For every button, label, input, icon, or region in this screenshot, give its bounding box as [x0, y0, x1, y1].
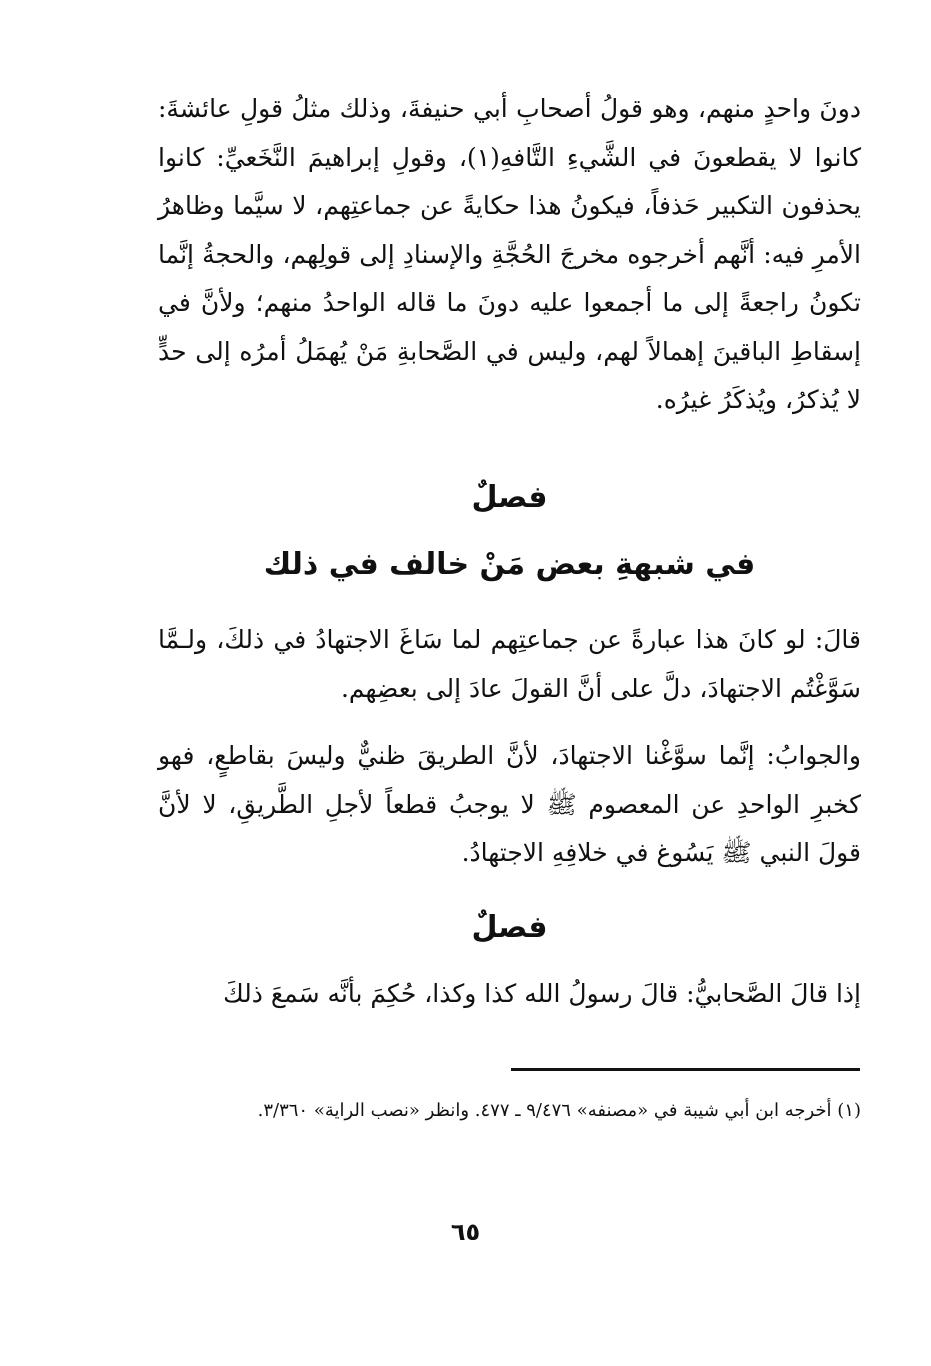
footnote: (١) أخرجه ابن أبي شيبة في «مصنفه» ٩/٤٧٦ ـ ٤٧٧. وانظر «نصب الراية» ٣/٣٦٠. [257, 1100, 861, 1121]
paragraph-text: والجوابُ: إنَّما سوَّغْنا الاجتهادَ، لأنَّ الطريقَ ظنيٌّ وليسَ بقاطعٍ، فهو كخبرِ الواحدِ عن المعصوم ﷺ لا يوجبُ قطعاً لأجلِ الطَّريقِ، لا لأنَّ قولَ النبي ﷺ يَسُوغ في خلافِهِ الاجتهادُ. [158, 741, 861, 867]
body-paragraph-1 [158, 85, 861, 425]
body-paragraph-4 [158, 970, 861, 1019]
paragraph-text: إذا قالَ الصَّحابيُّ: قالَ رسولُ الله كذا وكذا، حُكِمَ بأنَّه سَمعَ ذلكَ [223, 979, 861, 1008]
page-number: ٦٥ [450, 1218, 481, 1246]
body-paragraph-3 [158, 732, 861, 878]
section-subheading: في شبهةِ بعض مَنْ خالف في ذلك [263, 547, 756, 582]
section-heading-fasl-1: فصلٌ [471, 480, 548, 515]
section-heading-fasl-2: فصلٌ [471, 910, 548, 945]
body-paragraph-2 [158, 616, 861, 713]
paragraph-text: دونَ واحدٍ منهم، وهو قولُ أصحابِ أبي حنيفةَ، وذلك مثلُ قولِ عائشةَ: كانوا لا يقطعونَ في الشَّيءِ التَّافهِ(١)، وقولِ إبراهيمَ النَّخَعيِّ: كانوا يحذفون التكبير حَذفاً، فيكونُ هذا حكايةً عن جماعتِهم، لا سيَّما وظاهرُ الأمرِ فيه: أنَّهم أخرجوه مخرجَ الحُجَّةِ والإسنادِ إلى قولِهم، والحجةُ إنَّما تكونُ راجعةً إلى ما أجمعوا عليه دونَ ما قاله الواحدُ منهم؛ ولأنَّ في إسقاطِ الباقينَ إهمالاً لهم، وليس في الصَّحابةِ مَنْ يُهمَلُ أمرُه إلى حدٍّ لا يُذكرُ، ويُذكَرُ غيرُه. [158, 94, 862, 414]
paragraph-text: قالَ: لو كانَ هذا عبارةً عن جماعتِهم لما سَاغَ الاجتهادُ في ذلكَ، ولـمَّا سَوَّغْتُم الاجتهادَ، دلَّ على أنَّ القولَ عادَ إلى بعضِهم. [158, 625, 861, 703]
footnote-divider [511, 1068, 860, 1071]
